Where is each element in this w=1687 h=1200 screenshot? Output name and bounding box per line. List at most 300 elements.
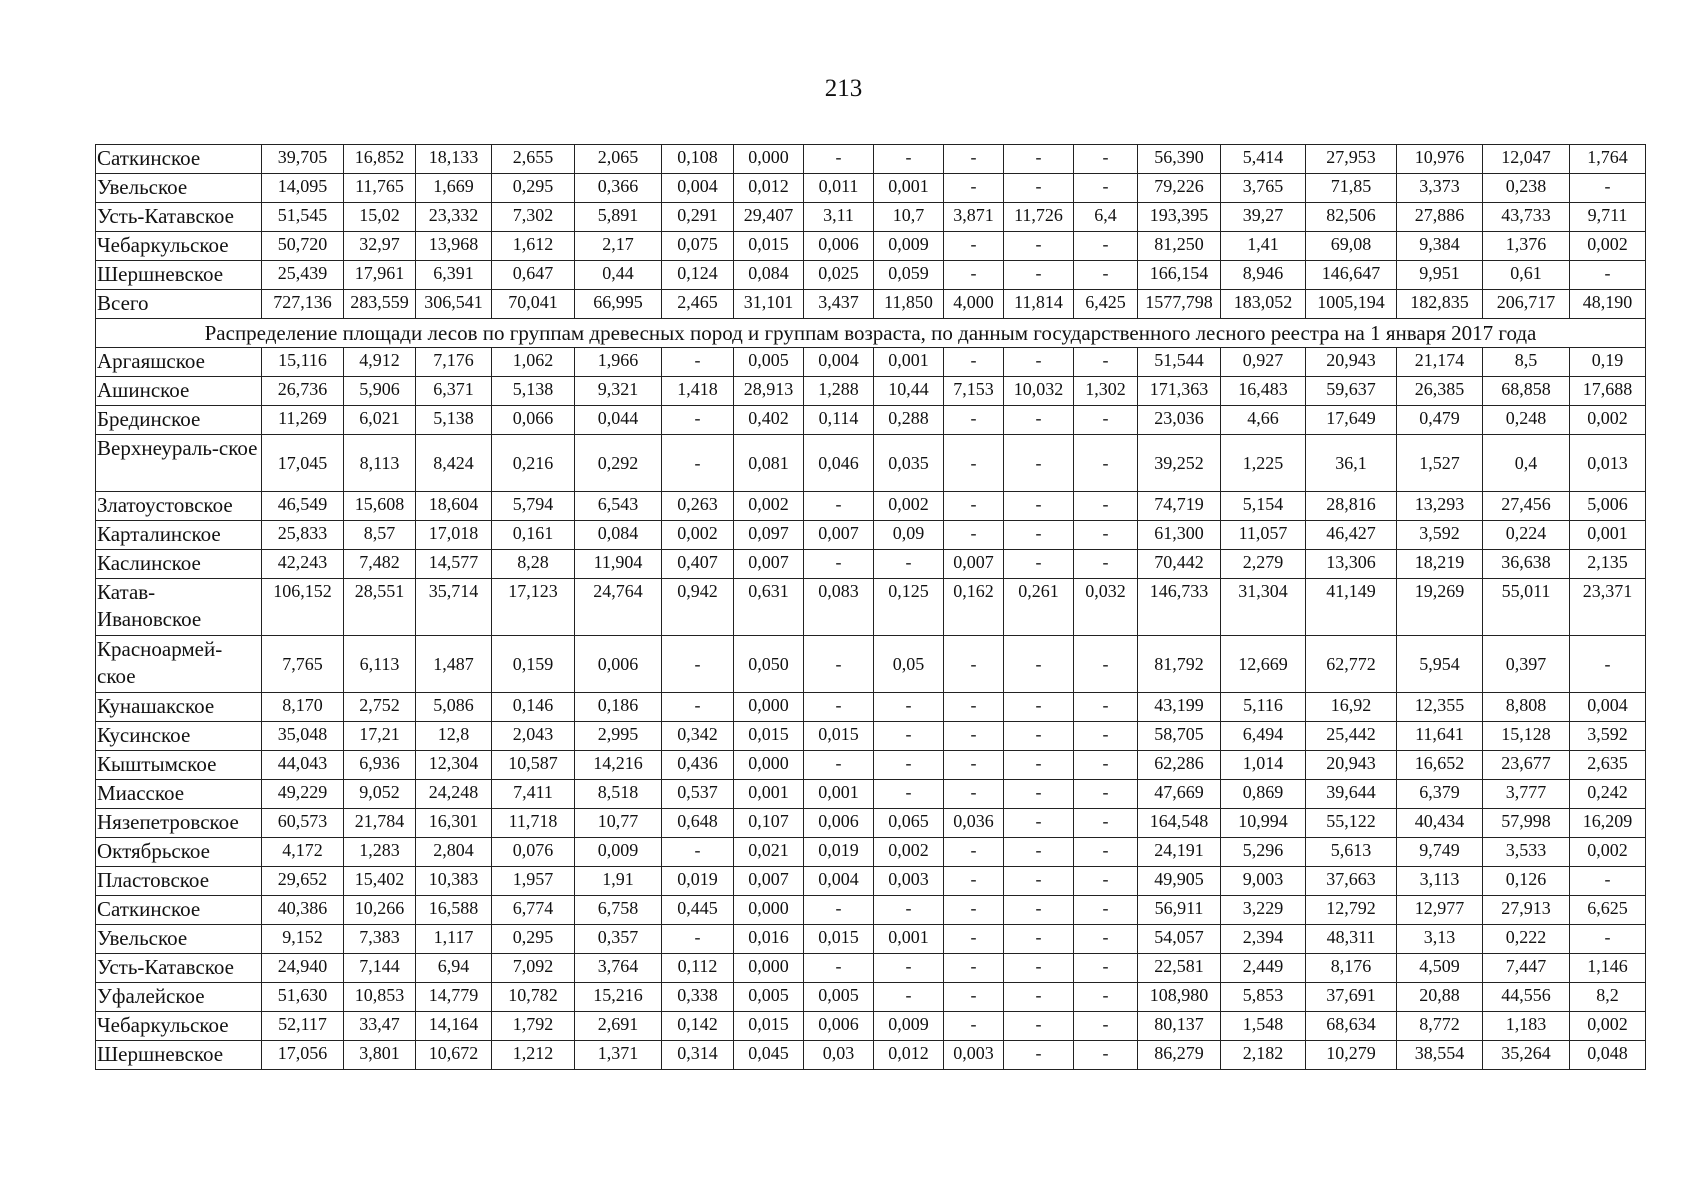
table-cell: 0,000 [734, 751, 804, 780]
table-cell: 0,357 [575, 925, 662, 954]
table-cell: 36,638 [1483, 550, 1570, 579]
table-cell: - [944, 954, 1004, 983]
table-cell: 727,136 [262, 290, 344, 319]
table-cell: 3,13 [1397, 925, 1483, 954]
table-cell: 4,66 [1221, 406, 1306, 435]
table-cell: - [1074, 232, 1138, 261]
table-cell: 1,371 [575, 1041, 662, 1070]
table-cell: - [1004, 925, 1074, 954]
table-cell: 0,007 [734, 550, 804, 579]
table-cell: 14,216 [575, 751, 662, 780]
table-cell: 16,301 [416, 809, 492, 838]
table-cell: 21,174 [1397, 348, 1483, 377]
table-cell: 4,509 [1397, 954, 1483, 983]
table-cell: 51,545 [262, 203, 344, 232]
table-cell: 59,637 [1306, 377, 1397, 406]
table-cell: 71,85 [1306, 174, 1397, 203]
table-cell: 28,551 [344, 579, 416, 636]
table-cell: 0,021 [734, 838, 804, 867]
table-cell: 49,905 [1138, 867, 1221, 896]
table-cell: 1005,194 [1306, 290, 1397, 319]
table-cell: - [874, 780, 944, 809]
table-cell: 56,390 [1138, 145, 1221, 174]
table-cell: 2,135 [1570, 550, 1646, 579]
table-cell: - [1004, 636, 1074, 693]
table-cell: 10,853 [344, 983, 416, 1012]
table-row [96, 377, 1646, 406]
table-row [96, 722, 1646, 751]
table-cell: 5,138 [492, 377, 575, 406]
table-cell: 62,772 [1306, 636, 1397, 693]
table-cell: 35,048 [262, 722, 344, 751]
table-cell: 283,559 [344, 290, 416, 319]
district-name: Усть-Катавское [96, 203, 262, 232]
table-cell: 164,548 [1138, 809, 1221, 838]
table-cell: 2,449 [1221, 954, 1306, 983]
table-cell: 3,871 [944, 203, 1004, 232]
table-cell: - [874, 693, 944, 722]
table-cell: - [1004, 174, 1074, 203]
table-cell: 29,407 [734, 203, 804, 232]
table-cell: 16,652 [1397, 751, 1483, 780]
table-cell: - [1074, 145, 1138, 174]
table-cell: 171,363 [1138, 377, 1221, 406]
table-cell: 14,779 [416, 983, 492, 1012]
table-cell: - [944, 722, 1004, 751]
table-cell: 0,000 [734, 896, 804, 925]
table-row [96, 492, 1646, 521]
table-cell: 54,057 [1138, 925, 1221, 954]
table-cell: 56,911 [1138, 896, 1221, 925]
table-cell: 1,669 [416, 174, 492, 203]
table-cell: 6,371 [416, 377, 492, 406]
table-cell: 0,402 [734, 406, 804, 435]
table-cell: 23,677 [1483, 751, 1570, 780]
table-row [96, 348, 1646, 377]
table-cell: 0,927 [1221, 348, 1306, 377]
table-cell: 4,172 [262, 838, 344, 867]
table-cell: 0,162 [944, 579, 1004, 636]
table-cell: 0,036 [944, 809, 1004, 838]
table-cell: 26,385 [1397, 377, 1483, 406]
table-cell: - [1074, 693, 1138, 722]
table-cell: 0,222 [1483, 925, 1570, 954]
table-cell: 0,001 [1570, 521, 1646, 550]
table-cell: 0,007 [944, 550, 1004, 579]
table-cell: 13,968 [416, 232, 492, 261]
table-cell: 0,000 [734, 693, 804, 722]
table-cell: 0,146 [492, 693, 575, 722]
table-row [96, 896, 1646, 925]
table-cell: - [944, 145, 1004, 174]
table-cell: 23,371 [1570, 579, 1646, 636]
table-cell: 68,634 [1306, 1012, 1397, 1041]
table-cell: 20,943 [1306, 348, 1397, 377]
table-cell: - [1004, 693, 1074, 722]
table-cell: 2,635 [1570, 751, 1646, 780]
table-cell: 19,269 [1397, 579, 1483, 636]
table-cell: 0,186 [575, 693, 662, 722]
table-cell: - [1004, 838, 1074, 867]
table-cell: 5,891 [575, 203, 662, 232]
table-cell: 0,019 [662, 867, 734, 896]
table-cell: 18,604 [416, 492, 492, 521]
table-cell: 0,015 [804, 722, 874, 751]
table-cell: 0,002 [662, 521, 734, 550]
table-cell: 0,065 [874, 809, 944, 838]
table-cell: 1,376 [1483, 232, 1570, 261]
table-cell: 0,006 [804, 232, 874, 261]
table-cell: 11,765 [344, 174, 416, 203]
table-cell: 0,142 [662, 1012, 734, 1041]
table-cell: 8,170 [262, 693, 344, 722]
table-cell: 3,437 [804, 290, 874, 319]
table-cell: 0,261 [1004, 579, 1074, 636]
table-cell: 9,711 [1570, 203, 1646, 232]
table-row [96, 867, 1646, 896]
table-cell: 23,332 [416, 203, 492, 232]
table-cell: 25,442 [1306, 722, 1397, 751]
table-row [96, 693, 1646, 722]
table-cell: 12,792 [1306, 896, 1397, 925]
table-cell: 10,032 [1004, 377, 1074, 406]
table-cell: - [1004, 521, 1074, 550]
table-cell: 0,005 [734, 348, 804, 377]
table-cell: 16,92 [1306, 693, 1397, 722]
table-cell: 7,765 [262, 636, 344, 693]
table-cell: 0,004 [804, 348, 874, 377]
table-cell: 3,11 [804, 203, 874, 232]
table-cell: - [804, 896, 874, 925]
table-cell: 0,013 [1570, 435, 1646, 492]
section-title: Распределение площади лесов по группам древесных пород и группам возраста, по данным государственного лесного реестра на 1 января 2017 года [96, 319, 1646, 348]
table-cell: - [1074, 406, 1138, 435]
table-cell: 7,383 [344, 925, 416, 954]
table-cell: 17,21 [344, 722, 416, 751]
table-cell: 21,784 [344, 809, 416, 838]
table-cell: 9,152 [262, 925, 344, 954]
table-cell: - [874, 722, 944, 751]
table-cell: 10,383 [416, 867, 492, 896]
table-cell: 146,733 [1138, 579, 1221, 636]
table-cell: - [1570, 925, 1646, 954]
table-cell: 1,117 [416, 925, 492, 954]
table-cell: 1,612 [492, 232, 575, 261]
table-cell: 44,556 [1483, 983, 1570, 1012]
table-cell: 39,705 [262, 145, 344, 174]
table-cell: 0,631 [734, 579, 804, 636]
table-cell: - [1004, 348, 1074, 377]
table-cell: 5,414 [1221, 145, 1306, 174]
table-cell: 27,456 [1483, 492, 1570, 521]
table-cell: 60,573 [262, 809, 344, 838]
table-cell: 0,05 [874, 636, 944, 693]
table-cell: - [1074, 983, 1138, 1012]
table-cell: - [804, 693, 874, 722]
table-cell: 44,043 [262, 751, 344, 780]
table-cell: 1,302 [1074, 377, 1138, 406]
table-row [96, 435, 1646, 492]
table-cell: 25,833 [262, 521, 344, 550]
table-cell: 1,146 [1570, 954, 1646, 983]
table-cell: - [944, 406, 1004, 435]
table-cell: 0,012 [874, 1041, 944, 1070]
table-cell: 3,592 [1570, 722, 1646, 751]
district-name: Усть-Катавское [96, 954, 262, 983]
table-cell: - [874, 896, 944, 925]
table-cell: - [662, 838, 734, 867]
table-cell: 20,88 [1397, 983, 1483, 1012]
table-cell: 29,652 [262, 867, 344, 896]
section-header-body [96, 319, 1646, 348]
table-cell: 0,436 [662, 751, 734, 780]
table-row [96, 550, 1646, 579]
table-cell: - [944, 838, 1004, 867]
table-cell: 13,293 [1397, 492, 1483, 521]
table-cell: 2,655 [492, 145, 575, 174]
table-cell: 15,216 [575, 983, 662, 1012]
table-cell: 11,814 [1004, 290, 1074, 319]
table-cell: 0,084 [575, 521, 662, 550]
table-cell: 0,007 [734, 867, 804, 896]
table-cell: 7,411 [492, 780, 575, 809]
table-cell: 70,442 [1138, 550, 1221, 579]
table-cell: - [1570, 174, 1646, 203]
district-name: Увельское [96, 174, 262, 203]
table-cell: 9,052 [344, 780, 416, 809]
table-cell: 14,164 [416, 1012, 492, 1041]
table-row [96, 636, 1646, 693]
table-cell: 51,544 [1138, 348, 1221, 377]
table-cell: 0,03 [804, 1041, 874, 1070]
table-cell: 9,003 [1221, 867, 1306, 896]
table-cell: 17,045 [262, 435, 344, 492]
section-header-row [96, 319, 1646, 348]
table-cell: 10,44 [874, 377, 944, 406]
table-cell: 6,758 [575, 896, 662, 925]
table-cell: 0,006 [575, 636, 662, 693]
table-cell: 10,976 [1397, 145, 1483, 174]
district-name: Верхнеураль-ское [96, 435, 262, 492]
table-cell: 0,066 [492, 406, 575, 435]
table-cell: 82,506 [1306, 203, 1397, 232]
table-cell: 7,176 [416, 348, 492, 377]
table-cell: 183,052 [1221, 290, 1306, 319]
table-cell: 0,002 [1570, 232, 1646, 261]
table-cell: - [1570, 867, 1646, 896]
table-cell: 4,912 [344, 348, 416, 377]
table-cell: - [874, 751, 944, 780]
district-name: Саткинское [96, 145, 262, 174]
table-cell: - [944, 1012, 1004, 1041]
table-row [96, 780, 1646, 809]
table-cell: 0,000 [734, 954, 804, 983]
table-cell: 79,226 [1138, 174, 1221, 203]
district-name: Ашинское [96, 377, 262, 406]
table-cell: 10,672 [416, 1041, 492, 1070]
table-cell: 17,123 [492, 579, 575, 636]
table-cell: 6,113 [344, 636, 416, 693]
table-cell: 0,075 [662, 232, 734, 261]
table-row [96, 954, 1646, 983]
table-cell: 3,229 [1221, 896, 1306, 925]
table-cell: 37,663 [1306, 867, 1397, 896]
table-cell: - [804, 954, 874, 983]
table-cell: 0,338 [662, 983, 734, 1012]
table-cell: - [804, 492, 874, 521]
table-cell: 23,036 [1138, 406, 1221, 435]
table-cell: 2,17 [575, 232, 662, 261]
table-cell: 0,112 [662, 954, 734, 983]
table-cell: - [1570, 261, 1646, 290]
table-cell: 0,035 [874, 435, 944, 492]
table-cell: - [874, 145, 944, 174]
table-cell: 0,005 [804, 983, 874, 1012]
table-cell: 6,494 [1221, 722, 1306, 751]
table-cell: 0,001 [874, 348, 944, 377]
district-name: Златоустовское [96, 492, 262, 521]
table-cell: 16,588 [416, 896, 492, 925]
table-cell: 0,295 [492, 925, 575, 954]
district-name: Каслинское [96, 550, 262, 579]
table-cell: - [662, 925, 734, 954]
table-cell: 0,044 [575, 406, 662, 435]
district-name: Уфалейское [96, 983, 262, 1012]
table-cell: 38,554 [1397, 1041, 1483, 1070]
table-cell: 27,953 [1306, 145, 1397, 174]
table-cell: - [1074, 174, 1138, 203]
table-cell: 47,669 [1138, 780, 1221, 809]
table-cell: 0,009 [874, 1012, 944, 1041]
table-cell: 52,117 [262, 1012, 344, 1041]
table-cell: 0,09 [874, 521, 944, 550]
table-cell: 0,001 [734, 780, 804, 809]
table-cell: 1,487 [416, 636, 492, 693]
district-name: Саткинское [96, 896, 262, 925]
table-cell: 17,018 [416, 521, 492, 550]
table-cell: - [1074, 435, 1138, 492]
table-cell: 81,792 [1138, 636, 1221, 693]
table-cell: 11,057 [1221, 521, 1306, 550]
table-cell: 3,777 [1483, 780, 1570, 809]
district-name: Миасское [96, 780, 262, 809]
table-cell: - [662, 435, 734, 492]
table-cell: 3,801 [344, 1041, 416, 1070]
table-cell: - [1004, 435, 1074, 492]
table-cell: 40,386 [262, 896, 344, 925]
table-cell: 0,006 [804, 1012, 874, 1041]
table-cell: 32,97 [344, 232, 416, 261]
table-cell: 1,183 [1483, 1012, 1570, 1041]
table-cell: 193,395 [1138, 203, 1221, 232]
table-cell: 0,015 [734, 1012, 804, 1041]
table-cell: 70,041 [492, 290, 575, 319]
table-cell: - [1004, 896, 1074, 925]
table-cell: 1,418 [662, 377, 734, 406]
table-cell: 0,647 [492, 261, 575, 290]
table-cell: 18,219 [1397, 550, 1483, 579]
table-cell: 0,005 [734, 983, 804, 1012]
table-cell: 9,321 [575, 377, 662, 406]
table-cell: 1,225 [1221, 435, 1306, 492]
district-name: Карталинское [96, 521, 262, 550]
table-cell: - [1004, 406, 1074, 435]
table-cell: 7,153 [944, 377, 1004, 406]
table-cell: 0,159 [492, 636, 575, 693]
table-cell: 0,000 [734, 145, 804, 174]
table-cell: - [1074, 925, 1138, 954]
table-cell: 5,296 [1221, 838, 1306, 867]
table-cell: 12,669 [1221, 636, 1306, 693]
table-cell: 80,137 [1138, 1012, 1221, 1041]
table-cell: 55,011 [1483, 579, 1570, 636]
table-cell: 0,295 [492, 174, 575, 203]
table-cell: 0,869 [1221, 780, 1306, 809]
table-cell: 7,144 [344, 954, 416, 983]
table-cell: 5,794 [492, 492, 575, 521]
table-cell: 0,015 [734, 722, 804, 751]
district-name: Всего [96, 290, 262, 319]
table-cell: 0,032 [1074, 579, 1138, 636]
table-row [96, 203, 1646, 232]
table-cell: 2,065 [575, 145, 662, 174]
table-cell: 41,149 [1306, 579, 1397, 636]
table-cell: 0,003 [874, 867, 944, 896]
table-cell: 1,288 [804, 377, 874, 406]
table-row [96, 290, 1646, 319]
table-cell: 22,581 [1138, 954, 1221, 983]
table-cell: 2,394 [1221, 925, 1306, 954]
table-cell: 31,304 [1221, 579, 1306, 636]
table-cell: 0,050 [734, 636, 804, 693]
table-cell: 17,649 [1306, 406, 1397, 435]
table-cell: - [1004, 1012, 1074, 1041]
table-cell: 0,224 [1483, 521, 1570, 550]
table-cell: - [1074, 722, 1138, 751]
table-cell: 7,447 [1483, 954, 1570, 983]
table-row [96, 232, 1646, 261]
table-cell: 0,003 [944, 1041, 1004, 1070]
table-cell: 1,548 [1221, 1012, 1306, 1041]
table-cell: - [804, 636, 874, 693]
table-row [96, 925, 1646, 954]
table-cell: 6,425 [1074, 290, 1138, 319]
table-cell: - [1074, 550, 1138, 579]
table-cell: 7,482 [344, 550, 416, 579]
table-cell: 31,101 [734, 290, 804, 319]
table-cell: - [944, 261, 1004, 290]
table-cell: 0,238 [1483, 174, 1570, 203]
table-cell: 5,006 [1570, 492, 1646, 521]
table-cell: 2,995 [575, 722, 662, 751]
table-cell: 2,279 [1221, 550, 1306, 579]
table-cell: 0,002 [1570, 838, 1646, 867]
table-cell: 26,736 [262, 377, 344, 406]
district-name: Катав-Ивановское [96, 579, 262, 636]
table-cell: 0,076 [492, 838, 575, 867]
table-cell: 35,264 [1483, 1041, 1570, 1070]
table-cell: 20,943 [1306, 751, 1397, 780]
table-cell: 0,081 [734, 435, 804, 492]
table-cell: 5,954 [1397, 636, 1483, 693]
table-cell: 8,424 [416, 435, 492, 492]
table-row [96, 1041, 1646, 1070]
table-cell: 40,434 [1397, 809, 1483, 838]
table-cell: 9,951 [1397, 261, 1483, 290]
table-cell: 48,311 [1306, 925, 1397, 954]
table-cell: 0,445 [662, 896, 734, 925]
table-cell: - [1004, 1041, 1074, 1070]
